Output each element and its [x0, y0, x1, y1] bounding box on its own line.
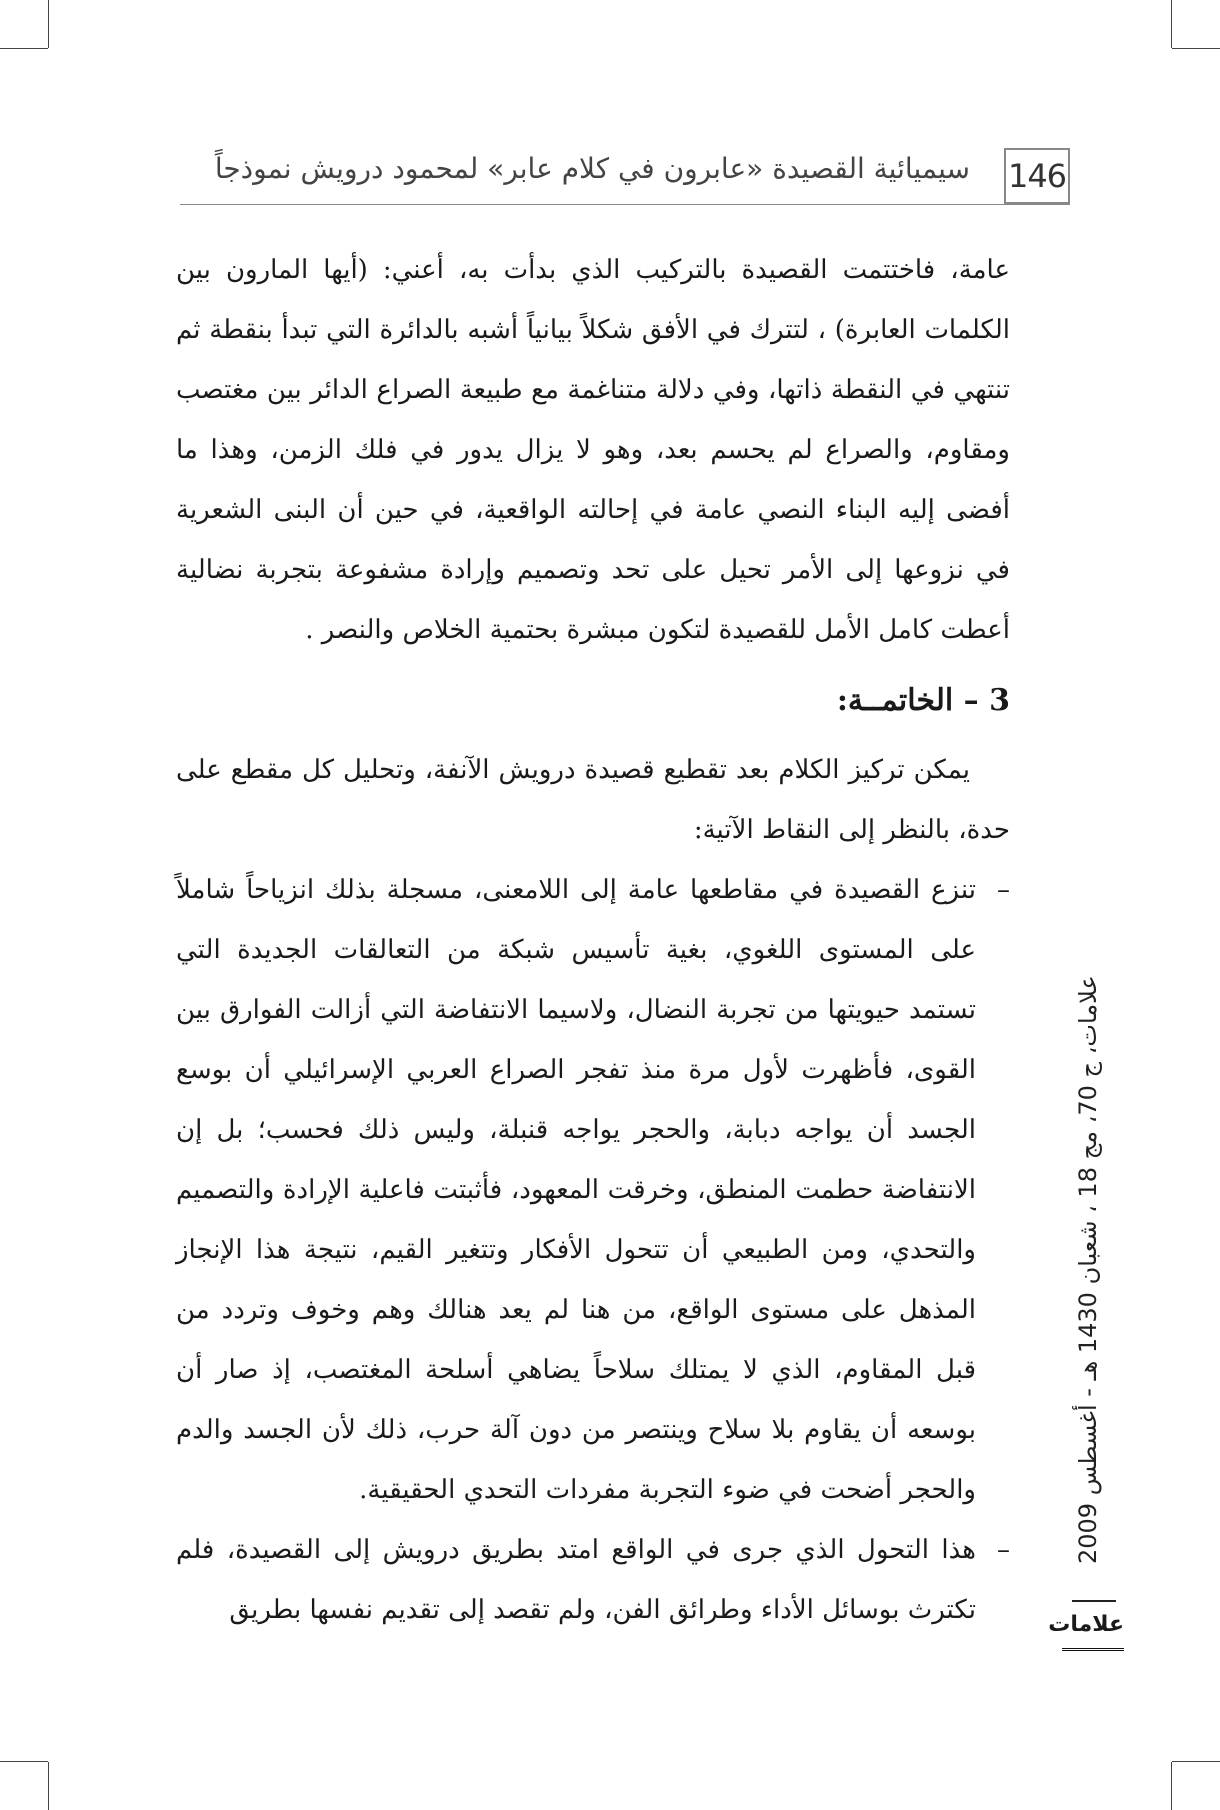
list-item-text: تنزع القصيدة في مقاطعها عامة إلى اللامعنى، مسجلة بذلك انزياحاً شاملاً على المستوى اللغوي، بغية تأسيس شبكة من التعالقات الجديدة التي تستمد حيويتها من تجربة النضال، ولاسيما الانتفاضة التي أزالت الفوارق بين القوى، فأظهرت لأول مرة منذ تفجر الصراع العربي الإسرائيلي أن بوسع الجسد أن يواجه دبابة، والحجر يواجه قنبلة، وليس ذلك فحسب؛ بل إن الانتفاضة حطمت المنطق، وخرقت المعهود، فأثبتت فاعلية الإرادة والتصميم والتحدي، ومن الطبيعي أن تتحول الأفكار وتتغير القيم، نتيجة هذا الإنجاز المذهل على مستوى الواقع، من هنا لم يعد هنالك وهم وخوف وتردد من قبل المقاوم، الذي لا يمتلك سلاحاً يضاهي أسلحة المغتصب، إذ صار أن بوسعه أن يقاوم بلا سلاح وينتصر من دون آلة حرب، ذلك لأن الجسد والدم والحجر أضحت في ضوء التجربة مفردات التحدي الحقيقية. — [176, 875, 977, 1505]
list-item-text: هذا التحول الذي جرى في الواقع امتد بطريق درويش إلى القصيدة، فلم تكترث بوسائل الأداء وطرائق الفن، ولم تقصد إلى تقديم نفسها بطريق — [176, 1535, 976, 1625]
issue-info: علامات، ج 70، مج 18 ، شعبان 1430 هـ - أغسطس 2009 — [1074, 975, 1102, 1565]
crop-mark — [1172, 1761, 1220, 1762]
crop-mark — [48, 0, 49, 48]
crop-mark — [1171, 1762, 1172, 1810]
bullet-marker: – — [997, 875, 1010, 905]
paragraph: يمكن تركيز الكلام بعد تقطيع قصيدة درويش الآنفة، وتحليل كل مقطع على حدة، بالنظر إلى النقاط الآتية: — [176, 755, 1010, 845]
crop-mark — [1172, 48, 1220, 49]
journal-sidebar — [1060, 950, 1116, 1590]
page-number: 146 — [1004, 148, 1070, 204]
section-heading: 3 – الخاتمــة: — [836, 683, 1010, 718]
crop-mark — [0, 48, 48, 49]
journal-logo: علامات — [1062, 1608, 1124, 1651]
paragraph: عامة، فاختتمت القصيدة بالتركيب الذي بدأت به، أعني: (أيها المارون بين الكلمات العابرة) ، لتترك في الأفق شكلاً بيانياً أشبه بالدائرة التي تبدأ بنقطة ثم تنتهي في النقطة ذاتها، وفي دلالة متناغمة مع طبيعة الصراع الدائر بين مغتصب ومقاوم، والصراع لم يحسم بعد، وهو لا يزال يدور في فلك الزمن، وهذا ما أفضى إليه البناء النصي عامة في إحالته الواقعية، في حين أن البنى الشعرية في نزوعها إلى الأمر تحيل على تحد وتصميم وإرادة مشفوعة بتجربة نضالية أعطت كامل الأمل للقصيدة لتكون مبشرة بحتمية الخلاص والنصر . — [176, 255, 1010, 645]
bullet-marker: – — [997, 1535, 1010, 1565]
crop-mark — [48, 1762, 49, 1810]
list-item — [176, 860, 1010, 1520]
article-body — [176, 240, 1010, 1640]
crop-mark — [0, 1761, 48, 1762]
crop-mark — [1171, 0, 1172, 48]
page-header — [180, 140, 1070, 205]
list-item — [176, 1520, 1010, 1640]
running-title: سيميائية القصيدة «عابرون في كلام عابر» لمحمود درويش نموذجاً — [214, 152, 970, 185]
sidebar-divider — [1072, 1600, 1116, 1602]
